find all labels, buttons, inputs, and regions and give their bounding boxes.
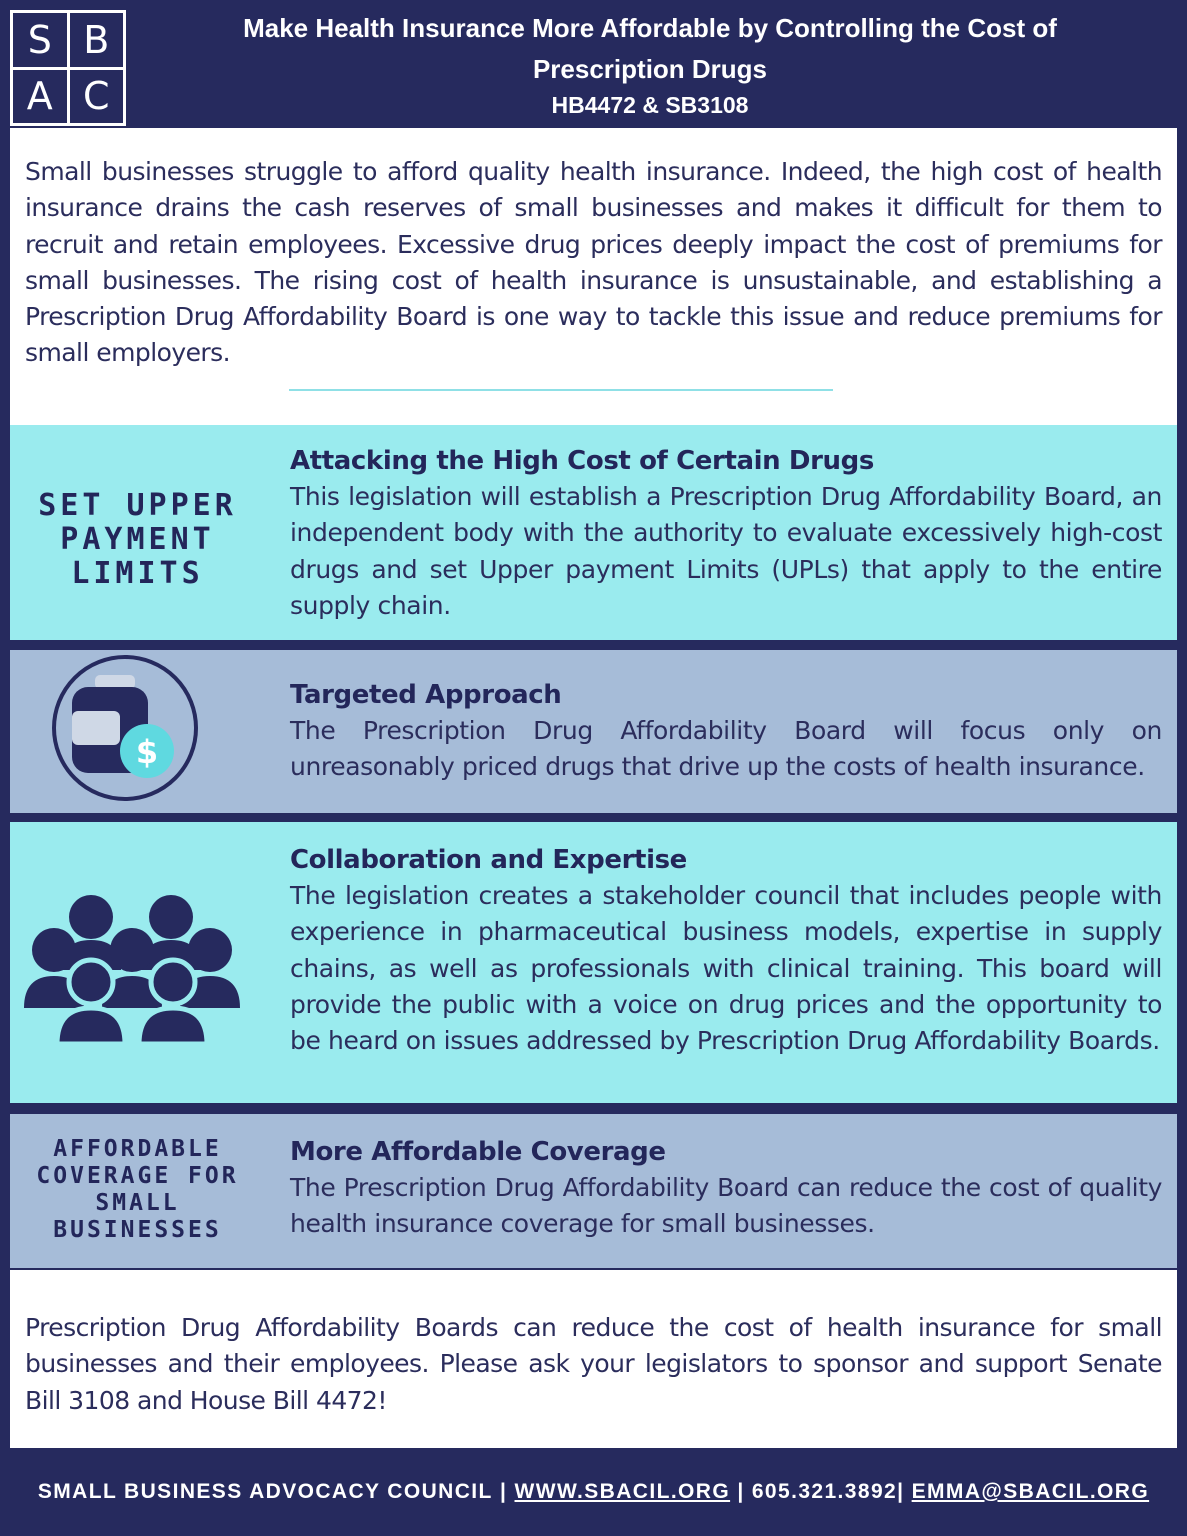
logo-letter-s: S [13,13,67,67]
bill-numbers: HB4472 & SB3108 [551,92,749,118]
header [0,0,1187,128]
footer-separator: | [492,1480,515,1503]
intro-divider [289,389,833,391]
side-label-line: LIMITS [71,556,204,591]
intro-paragraph: Small businesses struggle to afford quality health insurance. Indeed, the high cost of health insurance drains the cash reserves of small businesses and makes it difficult for them to recruit and retain employees. Excessive drug prices deeply impact the cost of premiums for small businesses. The rising cost of health insurance is unsustainable, and establishing a Prescription Drug Affordability Board is one way to tackle this issue and reduce premiums for small employers. [25,157,1162,368]
side-label-line: BUSINESSES [53,1217,222,1243]
footer-phone: 605.321.3892 [751,1480,898,1503]
section-targeted-approach [10,650,1177,813]
svg-text:$: $ [135,733,159,771]
sbac-logo [10,10,126,126]
side-label-line: AFFORDABLE [53,1136,222,1162]
section-body [290,842,1162,1059]
footer-separator: | [897,1480,912,1503]
website-link[interactable]: WWW.SBACIL.ORG [514,1480,731,1503]
logo-letter-b: B [70,13,124,67]
intro-panel [10,128,1177,425]
side-label-line: SET UPPER [38,488,237,523]
logo-letter-c: C [70,70,124,124]
section-text: The legislation creates a stakeholder council that includes people with experience in pharmaceutical business models, expertise in supply chains, as well as professionals with clinical training. This board will provide the public with a voice on drug prices and the opportunity to be heard on issues addressed by Prescription Drug Affordability Boards. [290,881,1162,1056]
title-line-2: Prescription Drugs [532,54,768,84]
page-title [140,8,1160,122]
side-label-line: PAYMENT [60,522,215,557]
section-text: The Prescription Drug Affordability Board can reduce the cost of quality health insurance coverage for small businesses. [290,1173,1162,1239]
title-line-1: Make Health Insurance More Affordable by Controlling the Cost of [243,13,1057,43]
footer-org: SMALL BUSINESS ADVOCACY COUNCIL [37,1480,493,1503]
outro-paragraph: Prescription Drug Affordability Boards can reduce the cost of health insurance for small businesses and their employees. Please ask your legislators to sponsor and support Senate Bill 3108 and House Bill 4472! [25,1313,1162,1415]
section-body [290,1134,1162,1243]
pill-bottle-dollar-icon [50,653,200,808]
email-link[interactable]: EMMA@SBACIL.ORG [911,1480,1150,1503]
section-affordable-coverage [10,1114,1177,1268]
outro-panel [10,1270,1177,1448]
footer-separator: | [730,1480,752,1503]
section-heading: Attacking the High Cost of Certain Drugs [290,446,874,476]
footer [0,1448,1187,1536]
side-label-line: SMALL [95,1190,180,1216]
side-label-line: COVERAGE FOR [36,1163,239,1189]
section-body [290,677,1162,786]
section-collaboration [10,822,1177,1103]
section-body [290,443,1162,624]
section-text: This legislation will establish a Prescription Drug Affordability Board, an independent body with the authority to evaluate excessively high-cost drugs and set Upper payment Limits (UPLs) that apply to the entire supply chain. [290,482,1162,620]
section-heading: More Affordable Coverage [290,1137,666,1167]
section-attacking-cost [10,425,1177,640]
side-label-affordable-coverage [10,1136,265,1244]
logo-letter-a: A [13,70,67,124]
people-group-icon [24,890,240,1051]
section-heading: Collaboration and Expertise [290,845,687,875]
section-heading: Targeted Approach [290,680,562,710]
section-text: The Prescription Drug Affordability Board will focus only on unreasonably priced drugs that drive up the costs of health insurance. [290,716,1162,782]
side-label-set-upper-payment-limits [10,489,265,591]
